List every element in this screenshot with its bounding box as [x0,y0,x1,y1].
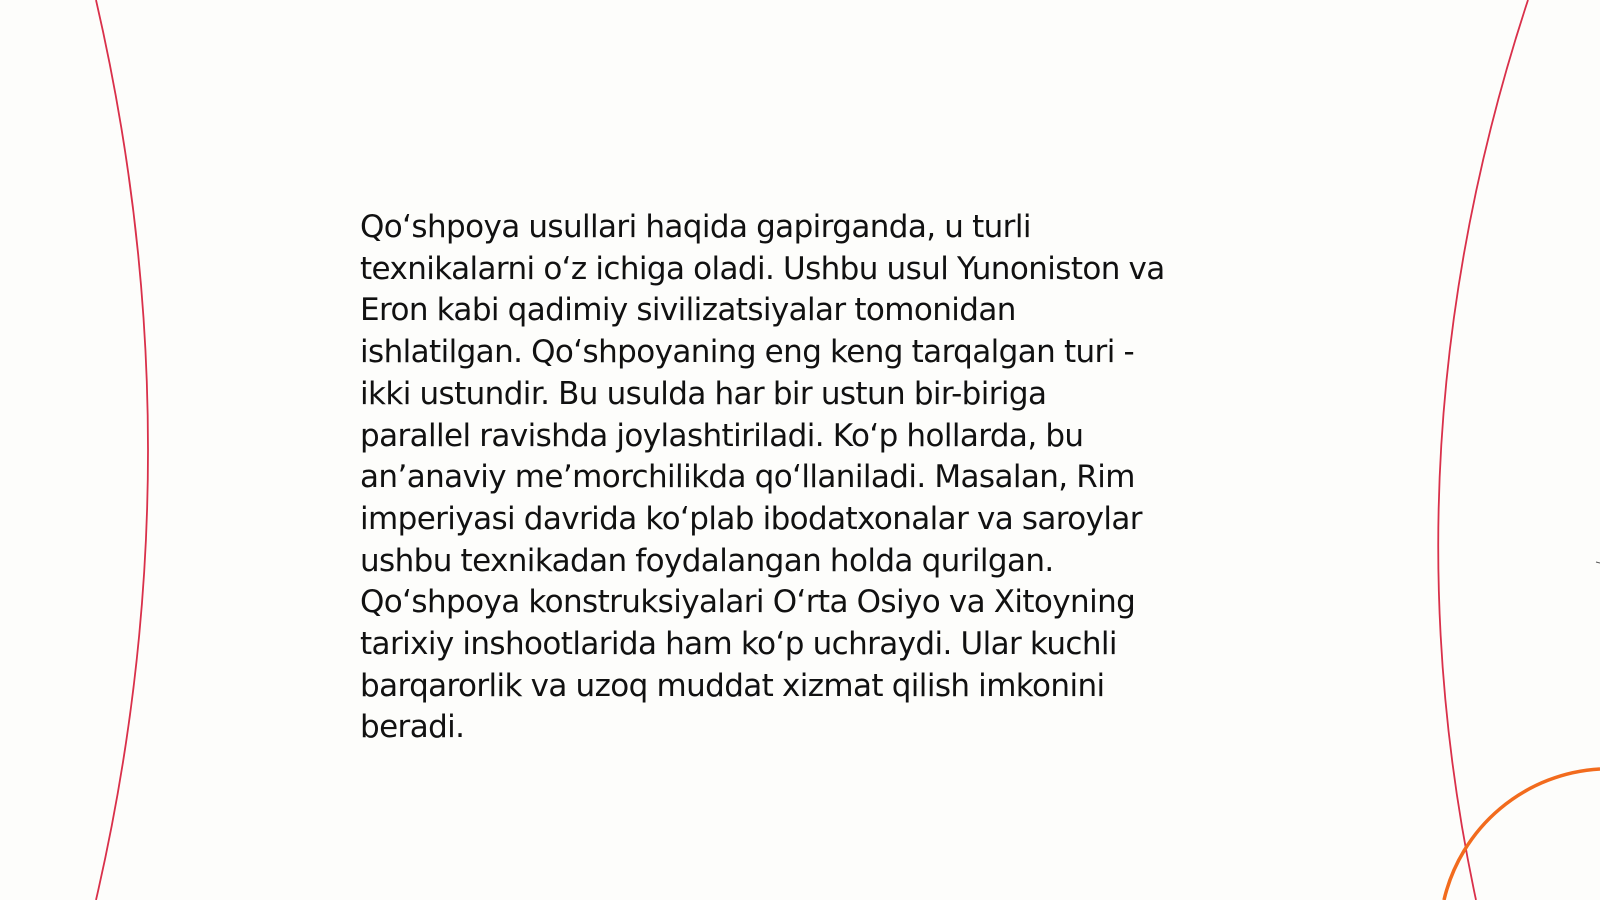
text-line: Qoʻshpoya konstruksiyalari Oʻrta Osiyo va Xitoyning [360,584,1136,621]
left-arc [96,0,148,900]
text-line: beradi. [360,709,465,746]
right-arc [1438,0,1528,900]
text-line: ushbu texnikadan foydalangan holda qurilgan. [360,542,1054,579]
right-edge-tick [1596,562,1600,563]
text-line: Eron kabi qadimiy sivilizatsiyalar tomonidan [360,292,1016,329]
text-line: anʼanaviy meʼmorchilikda qoʻllaniladi. Masalan, Rim [360,459,1135,496]
text-line: barqarorlik va uzoq muddat xizmat qilish imkonini [360,667,1105,704]
text-line: ishlatilgan. Qoʻshpoyaning eng keng tarqalgan turi - [360,334,1135,371]
text-line: ikki ustundir. Bu usulda har bir ustun bir-biriga [360,375,1047,412]
text-line: imperiyasi davrida koʻplab ibodatxonalar va saroylar [360,500,1142,537]
text-line: tarixiy inshootlarida ham koʻp uchraydi. Ular kuchli [360,626,1117,663]
text-line: parallel ravishda joylashtiriladi. Koʻp hollarda, bu [360,417,1084,454]
text-line: Qoʻshpoya usullari haqida gapirganda, u turli [360,209,1031,245]
text-line: texnikalarni oʻz ichiga oladi. Ushbu usul Yunoniston va [360,250,1165,287]
bottom-right-circle-arc [1444,769,1600,900]
slide-body-text [360,207,1250,749]
